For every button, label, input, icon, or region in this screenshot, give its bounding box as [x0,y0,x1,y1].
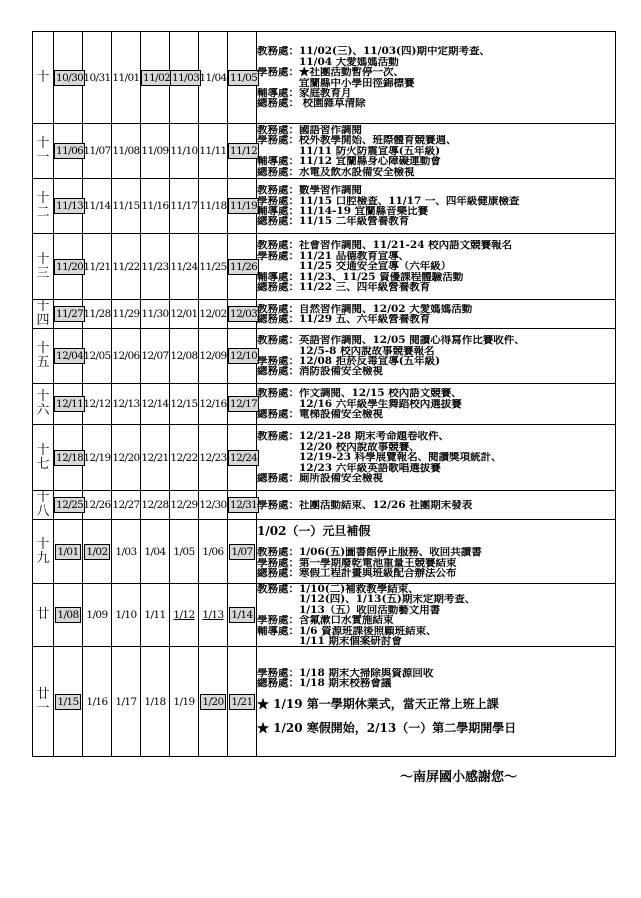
event-line: 學務處：11/21 品德教育宣導、 [257,250,410,262]
week-number-char: 十 [36,389,50,404]
date-text: 10/31 [83,71,111,84]
date-text: 12/28 [141,499,169,511]
date-text: 11/27 [56,308,84,320]
event-line: 學務處：校外教學開始、班際體育競賽週、 [257,135,457,146]
date-cell [83,425,112,491]
date-cell [228,234,257,300]
date-text: 11/01 [112,71,140,84]
date-cell [170,520,199,584]
date-text: 11/16 [141,200,169,212]
date-cell [141,384,170,425]
date-text: 12/05 [83,350,111,362]
week-number [33,384,54,425]
date-text: 12/04 [56,350,84,362]
date-cell [199,179,228,234]
event-line: 學務處：第一學期廢乾電池重量王競賽結束 [257,557,457,569]
date-text: 11/30 [141,308,169,320]
date-text: 11/15 [112,200,140,212]
week-number-char: 九 [36,550,50,566]
event-line: 教務處：自然習作調閱、12/02 大愛媽媽活動 [257,303,473,314]
week-number [33,300,54,329]
date-text: 11/05 [230,71,258,84]
date-text: 1/10 [115,609,137,622]
week-number [33,124,54,179]
date-cell [170,329,199,384]
event-line: 輔導處：家庭教育月 [257,87,352,99]
date-cell [228,491,257,520]
date-text: 11/18 [199,200,227,212]
event-line: 總務處：1/18 期末校務會議 [257,677,392,689]
date-cell [112,300,141,329]
date-text: 12/06 [112,350,140,362]
week-number-char: 四 [36,313,50,328]
week-row [33,124,616,179]
event-line: 輔導處：11/14-19 宜蘭縣音樂比賽 [257,206,429,217]
events-cell [257,425,616,491]
events-cell [257,300,616,329]
date-cell [199,384,228,425]
event-line: 1/13（五）收回活動藝文用書 [257,604,441,616]
date-text: 12/09 [199,350,227,362]
date-text: 11/09 [141,145,169,157]
week-number [33,491,54,520]
date-text: 11/20 [56,260,84,273]
date-text: 12/14 [141,398,169,410]
event-line: 總務處：11/29 五、六年級營養教育 [257,314,431,325]
date-text: 11/14 [83,200,111,212]
week-row [33,425,616,491]
event-line: 教務處：英語習作調閱、12/05 閱讀心得寫作比賽收件、 [257,335,525,346]
week-number [33,425,54,491]
date-text: 12/10 [230,350,258,362]
date-cell [83,234,112,300]
week-number-char: 廿 [36,686,50,702]
date-cell [170,300,199,329]
date-cell [170,179,199,234]
date-text: 1/19 [173,695,195,708]
date-cell [54,584,83,647]
date-text: 12/29 [170,499,198,511]
date-cell [54,329,83,384]
date-text: 12/27 [112,499,140,511]
week-row [33,234,616,300]
week-row [33,300,616,329]
date-text: 11/04 [199,71,227,84]
week-number-char: 二 [36,205,50,220]
date-text: 12/03 [230,308,258,320]
date-text: 1/20 [202,695,224,708]
event-line: 11/11 防火防震宣導(五年級) [257,145,441,157]
date-cell [83,179,112,234]
date-cell [228,520,257,584]
week-row [33,520,616,584]
date-cell [83,124,112,179]
event-line: 教務處：11/02(三)、11/03(四)期中定期考查、 [257,46,490,57]
date-text: 1/15 [57,695,79,708]
date-cell [199,329,228,384]
date-cell [228,300,257,329]
date-text: 1/04 [144,545,166,558]
date-cell [112,520,141,584]
date-text: 12/01 [170,308,198,320]
event-line: 1/12(四)、1/13(五)期末定期考查、 [257,594,476,605]
date-text: 11/29 [112,308,140,320]
date-cell [170,491,199,520]
date-cell [199,491,228,520]
week-number-char: 十 [36,299,50,314]
week-number [33,234,54,300]
date-cell [228,124,257,179]
date-text: 1/02 [86,545,108,558]
events-cell [257,124,616,179]
semester-note: ★ 1/19 第一學期休業式，當天正常上班上課 [257,697,499,712]
event-line: 12/5-8 校內說故事競賽報名 [257,345,435,356]
event-line: 教務處：社會習作調閱、11/21-24 校內語文競賽報名 [257,240,513,251]
date-cell [199,520,228,584]
events-cell [257,520,616,584]
event-line: 11/25 交通安全宣導（六年級） [257,261,452,272]
date-cell [199,234,228,300]
date-text: 12/15 [170,398,198,410]
date-text: 1/07 [231,545,253,558]
date-cell [54,384,83,425]
date-text: 11/11 [199,145,227,157]
date-text: 1/14 [231,609,253,622]
event-line: 12/20 校內說故事競賽、 [257,441,420,453]
date-cell [228,647,257,757]
date-text: 12/25 [56,499,84,511]
event-line: 教務處：作文調閱、12/15 校內語文競賽、 [257,388,462,399]
event-line: 輔導處：1/6 資源班課後照顧班結束、 [257,625,437,637]
footer-thanks: ～南屏國小感謝您～ [400,770,518,785]
date-cell [112,491,141,520]
event-line: 學務處：11/15 口腔檢查、11/17 一、四年級健康檢查 [257,195,520,206]
date-text: 12/19 [83,451,111,464]
date-text: 11/21 [83,260,111,273]
event-line: 教務處：數學習作調閱 [257,185,362,196]
date-cell [83,384,112,425]
week-number-char: 十 [36,341,50,356]
date-cell [228,584,257,647]
date-text: 1/09 [86,609,108,622]
date-text: 12/23 [199,451,227,464]
date-text: 1/08 [57,609,79,622]
date-cell [54,520,83,584]
week-row [33,647,616,757]
event-line: 總務處：消防設備安全檢視 [257,366,383,377]
event-line: 學務處：1/18 期末大掃除與資源回收 [257,667,434,678]
week-number-char: 八 [36,504,50,519]
date-text: 11/02 [143,71,171,84]
event-line: 12/19-23 科學展覽報名、閱讀獎項統計、 [257,452,502,463]
date-text: 1/11 [144,609,166,622]
week-number-char: 一 [36,150,50,165]
event-line: 總務處：11/22 三、四年級營養教育 [257,282,431,293]
date-text: 1/01 [57,545,79,558]
school-calendar-table [32,31,616,757]
date-text: 11/13 [56,200,84,212]
events-cell [257,329,616,384]
date-cell [141,491,170,520]
date-cell [199,647,228,757]
date-cell [54,179,83,234]
date-text: 12/11 [56,398,84,410]
date-cell [112,647,141,757]
week-number-char: 一 [36,700,50,716]
date-cell [112,179,141,234]
date-text: 12/22 [170,451,198,464]
week-number-char: 十 [36,490,50,505]
date-cell [141,234,170,300]
events-cell [257,584,616,647]
date-cell [170,32,199,124]
event-line: 教務處：12/21-28 期末考命題卷收件、 [257,431,450,442]
date-cell [199,124,228,179]
event-line: 總務處：水電及飲水設備安全檢視 [257,166,415,178]
event-line: 教務處：1/10(二)補救教學結束、 [257,584,419,595]
week-number-char: 六 [36,403,50,418]
week-row [33,329,616,384]
date-cell [112,32,141,124]
date-text: 1/21 [231,695,253,708]
spacer [257,688,615,696]
date-cell [228,179,257,234]
date-cell [141,425,170,491]
date-cell [141,124,170,179]
date-text: 12/21 [141,451,169,464]
date-text: 11/23 [141,260,169,273]
date-cell [54,647,83,757]
event-line: 1/11 期末個案研討會 [257,636,402,647]
date-cell [54,425,83,491]
event-line: 12/16 六年級學生舞蹈校內選拔賽 [257,398,462,410]
week-number [33,584,54,647]
event-line: 輔導處：11/23、11/25 資優課程體驗活動 [257,271,464,283]
date-text: 12/02 [199,308,227,320]
event-line: 學務處：社團活動結束、12/26 社團期末發表 [257,499,473,511]
event-line: 學務處：12/08 拒菸反毒宣導(五年級) [257,356,441,367]
week-number-char: 十 [36,191,50,206]
date-cell [170,647,199,757]
event-line: 學務處：含氟漱口水實施結束 [257,615,394,626]
date-cell [83,329,112,384]
date-text: 1/05 [173,545,195,558]
date-text: 1/17 [115,695,137,708]
events-cell [257,234,616,300]
date-cell [54,491,83,520]
week-row [33,491,616,520]
date-text: 1/06 [202,545,224,558]
date-text: 11/08 [112,145,140,157]
date-cell [83,647,112,757]
date-text: 11/03 [172,71,200,84]
date-text: 1/03 [115,545,137,558]
date-cell [141,329,170,384]
date-cell [199,425,228,491]
date-cell [83,491,112,520]
date-text: 11/17 [170,200,198,212]
date-cell [170,584,199,647]
date-cell [228,384,257,425]
date-text: 11/22 [112,260,140,273]
date-text: 11/28 [83,308,111,320]
holiday-note: 1/02（一）元旦補假 [257,524,371,539]
date-cell [141,520,170,584]
date-text: 1/18 [144,695,166,708]
date-cell [141,300,170,329]
date-cell [83,32,112,124]
date-cell [170,384,199,425]
date-text: 12/07 [141,350,169,362]
date-cell [228,32,257,124]
date-text: 12/08 [170,350,198,362]
date-cell [170,234,199,300]
date-cell [170,124,199,179]
spacer [257,539,615,547]
date-text: 12/13 [112,398,140,410]
week-number-char: 十 [36,136,50,151]
week-number-char: 十 [36,69,50,85]
date-text: 12/30 [199,499,227,511]
week-number-char: 五 [36,355,50,370]
date-text: 12/12 [83,398,111,410]
date-cell [141,179,170,234]
date-cell [112,124,141,179]
event-line: 總務處： 校園雜草清除 [257,98,366,109]
week-row [33,179,616,234]
date-text: 12/17 [230,398,258,410]
date-text: 11/12 [230,145,258,157]
event-line: 教務處：國語習作調閱 [257,124,362,136]
date-cell [228,329,257,384]
date-cell [54,300,83,329]
week-number [33,32,54,124]
week-row [33,384,616,425]
date-cell [112,329,141,384]
week-number-char: 三 [36,265,50,281]
week-number-char: 十 [36,442,50,458]
date-cell [199,300,228,329]
date-text: 11/25 [199,260,227,273]
date-cell [199,32,228,124]
week-number [33,329,54,384]
date-text: 12/26 [83,499,111,511]
event-line: 教務處：1/06(五)圖書館停止服務、收回共讀書 [257,547,482,558]
date-cell [141,32,170,124]
date-cell [83,300,112,329]
week-row [33,32,616,124]
date-text: 12/31 [230,499,258,511]
date-cell [228,425,257,491]
week-number-char: 十 [36,536,50,552]
event-line: 總務處：電梯設備安全檢視 [257,409,383,420]
date-text: 12/24 [230,451,258,464]
date-cell [112,234,141,300]
event-line: 輔導處：11/12 宜蘭縣身心障礙運動會 [257,156,441,167]
week-number-char: 廿 [36,607,50,623]
date-text: 1/16 [86,695,108,708]
date-text: 11/19 [230,200,258,212]
date-text: 12/20 [112,451,140,464]
date-cell [112,425,141,491]
events-cell [257,32,616,124]
date-text: 1/13 [202,609,224,622]
week-number-char: 七 [36,456,50,472]
date-text: 11/10 [170,145,198,157]
date-text: 11/26 [230,260,258,273]
date-cell [170,425,199,491]
events-cell [257,384,616,425]
spacer [257,712,615,720]
date-text: 11/24 [170,260,198,273]
week-number [33,647,54,757]
date-cell [54,234,83,300]
date-cell [83,584,112,647]
events-cell [257,647,616,757]
events-cell [257,491,616,520]
event-line: 學務處：★社團活動暫停一次、 [257,67,404,78]
date-text: 1/12 [173,609,195,622]
date-cell [54,124,83,179]
date-text: 12/16 [199,398,227,410]
date-cell [199,584,228,647]
event-line: 12/23 六年級英語歌唱選拔賽 [257,462,441,474]
week-row [33,584,616,647]
date-cell [112,584,141,647]
date-cell [141,647,170,757]
event-line: 11/04 大愛媽媽活動 [257,56,399,68]
week-number [33,179,54,234]
event-line: 宜蘭縣中小學田徑錦標賽 [257,77,415,88]
date-text: 10/30 [56,71,84,84]
event-line: 總務處：寒假工程計畫與班級配合辦法公布 [257,568,457,579]
date-text: 11/07 [83,145,111,157]
events-cell [257,179,616,234]
week-number-char: 十 [36,251,50,267]
date-cell [83,520,112,584]
date-text: 12/18 [56,451,84,464]
event-line: 總務處：11/15 二年級營養教育 [257,216,410,227]
date-cell [54,32,83,124]
date-text: 11/06 [56,145,84,157]
semester-note: ★ 1/20 寒假開始，2/13（一）第二學期開學日 [257,721,517,736]
event-line: 總務處：廁所設備安全檢視 [257,473,383,484]
date-cell [141,584,170,647]
date-cell [112,384,141,425]
week-number [33,520,54,584]
